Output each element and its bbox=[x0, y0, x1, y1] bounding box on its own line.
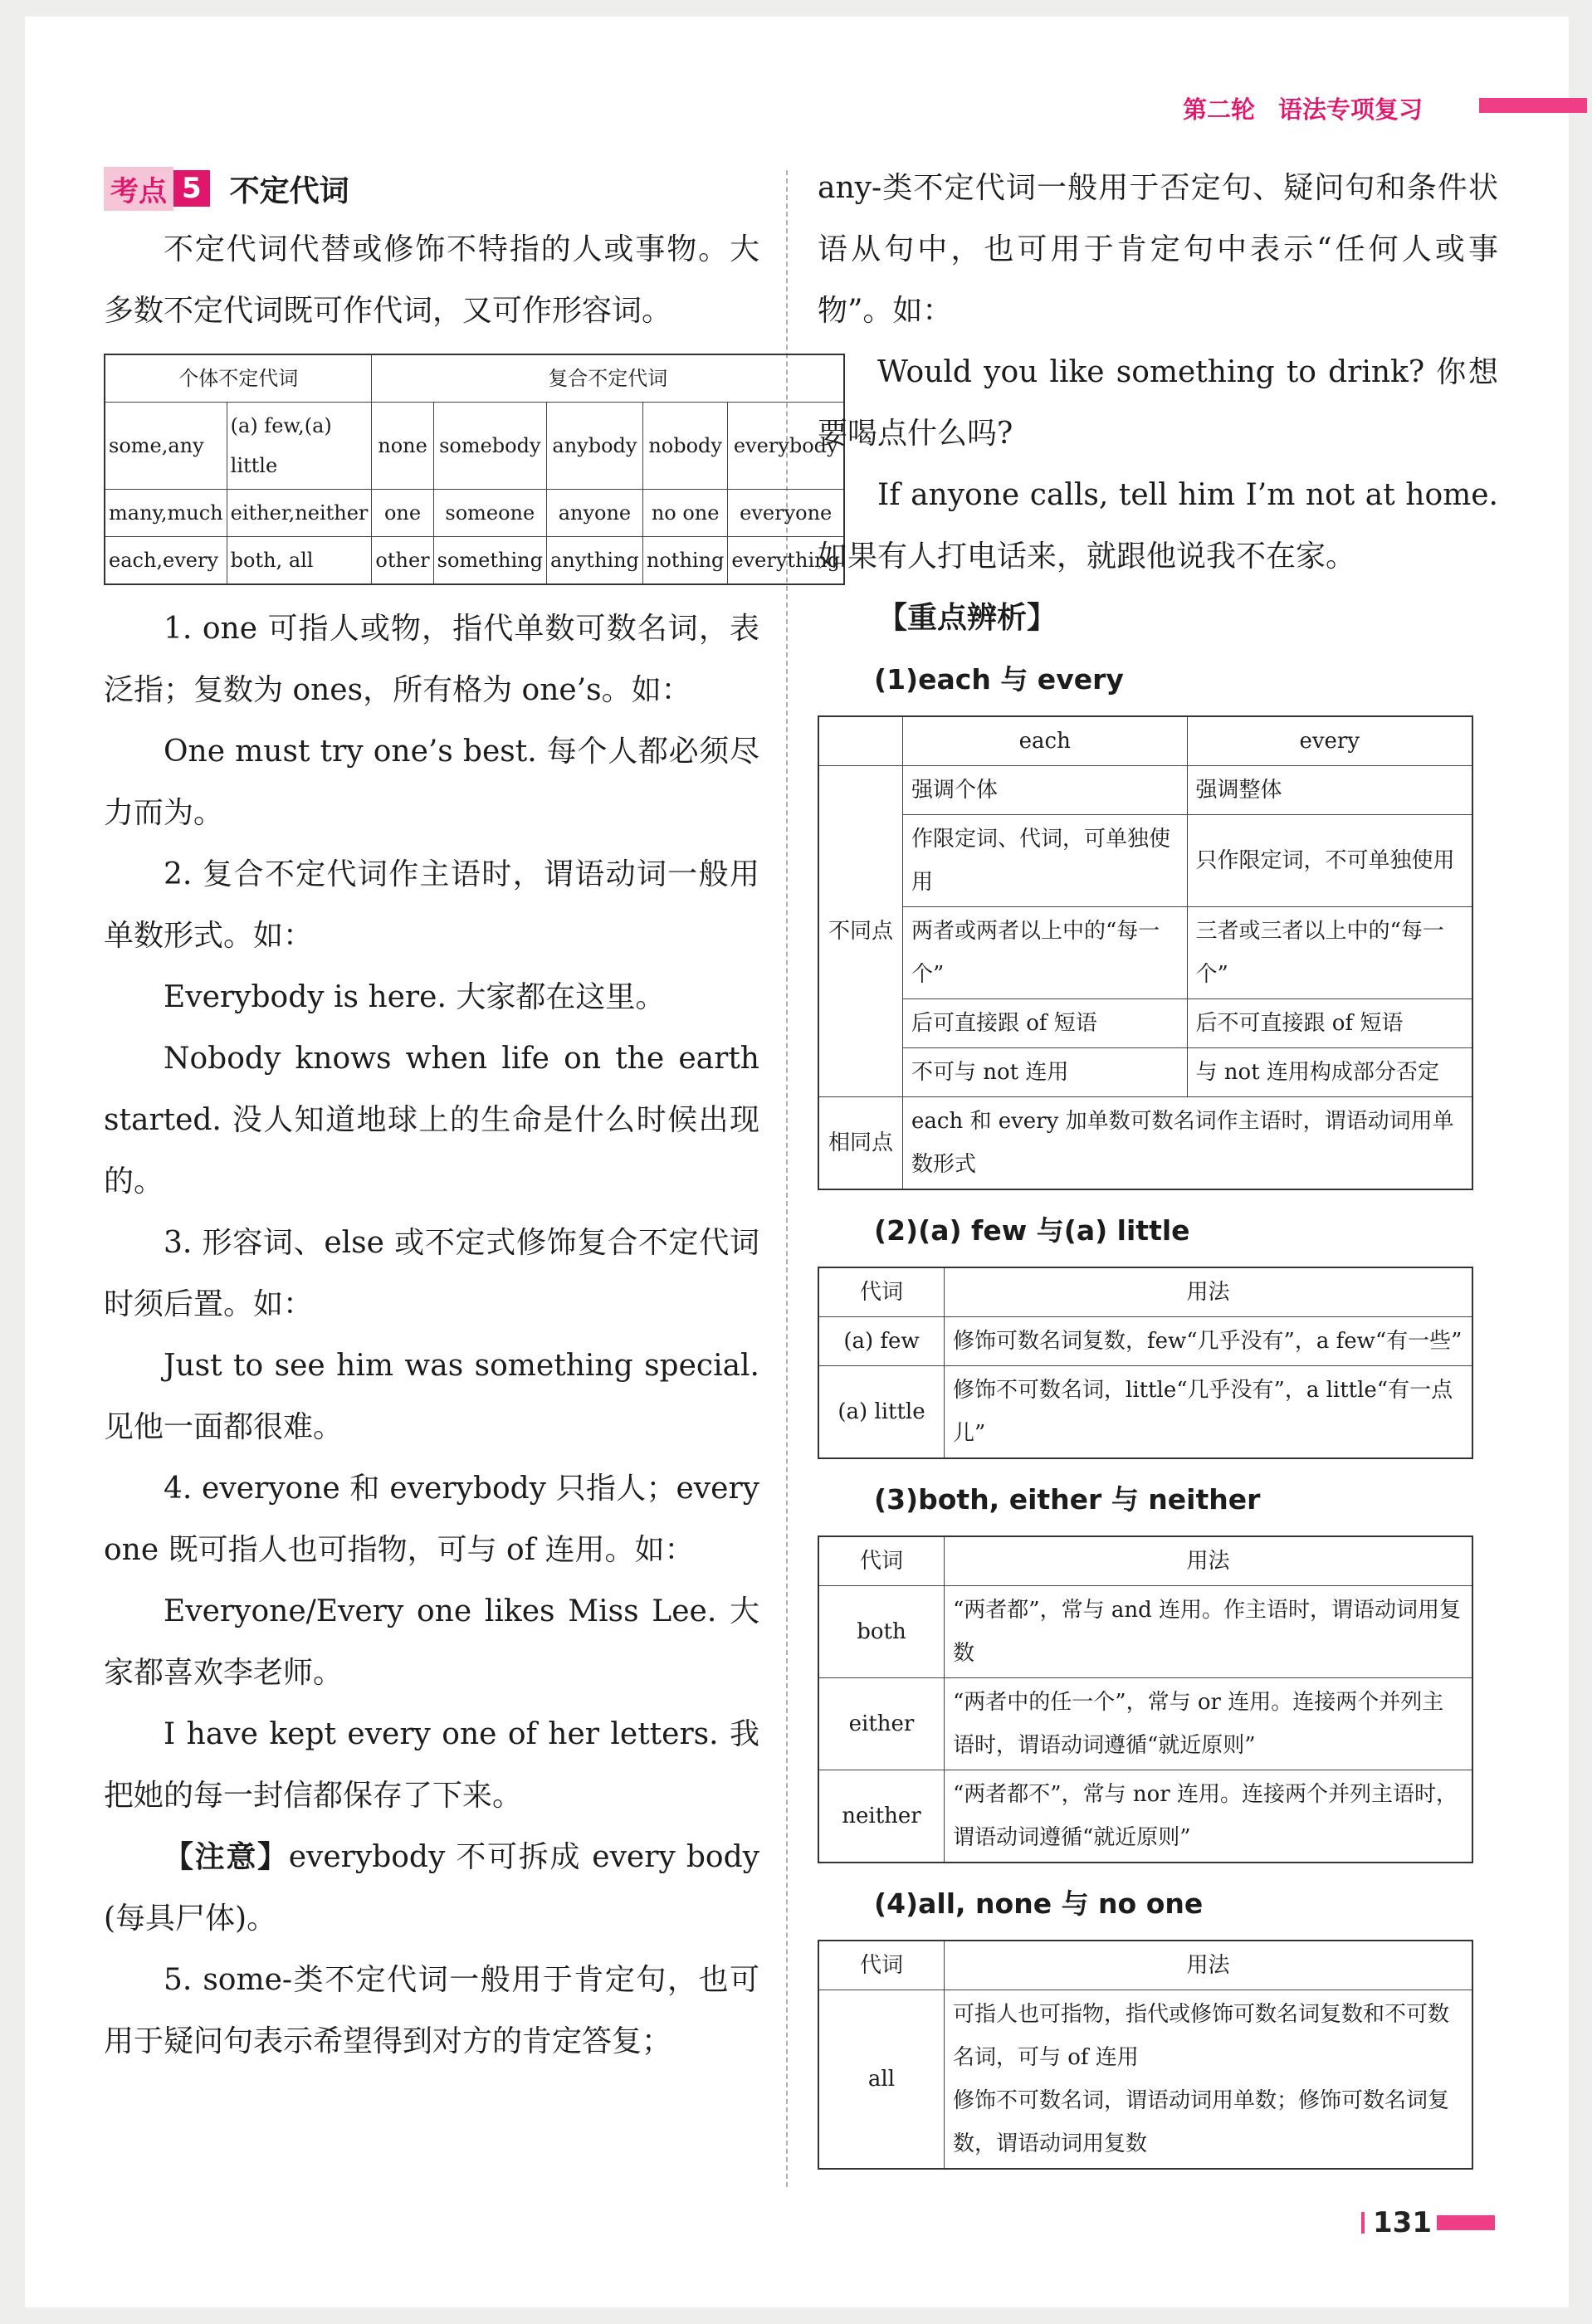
table-cell: nothing bbox=[642, 537, 728, 585]
example-1: One must try one’s best. 每个人都必须尽力而为。 bbox=[104, 735, 759, 830]
table-row bbox=[818, 766, 1472, 815]
page-number-box bbox=[1361, 2206, 1495, 2239]
left-column bbox=[104, 158, 840, 2073]
table-cell: many,much bbox=[105, 490, 227, 537]
table-row bbox=[818, 1048, 1472, 1097]
rule-2: 2. 复合不定代词作主语时，谓语动词一般用单数形式。如： bbox=[104, 857, 759, 953]
table-cell: some,any bbox=[105, 403, 227, 490]
table-cell: each 和 every 加单数可数名词作主语时，谓语动词用单数形式 bbox=[903, 1097, 1473, 1190]
table-cell: 三者或三者以上中的“每一个” bbox=[1187, 907, 1472, 999]
table-header: 代词 bbox=[818, 1941, 945, 1990]
table-row bbox=[818, 1990, 1472, 2170]
table-cell: something bbox=[433, 537, 546, 585]
table-cell: “两者都不”，常与 nor 连用。连接两个并列主语时，谓语动词遵循“就近原则” bbox=[945, 1770, 1473, 1863]
table-cell: (a) few,(a) little bbox=[227, 403, 372, 490]
table-cell: anyone bbox=[546, 490, 642, 537]
table-cell: 作限定词、代词，可单独使用 bbox=[903, 815, 1188, 907]
table-row bbox=[818, 999, 1472, 1048]
note-text: everybody 不可拆成 every body (每具尸体)。 bbox=[104, 1840, 759, 1936]
table-cell: 强调整体 bbox=[1187, 766, 1472, 815]
table-cell: 后可直接跟 of 短语 bbox=[903, 999, 1188, 1048]
table-cell: anybody bbox=[546, 403, 642, 490]
table-header: 复合不定代词 bbox=[372, 354, 844, 403]
table-cell: 与 not 连用构成部分否定 bbox=[1187, 1048, 1472, 1097]
subheading-all-none: (4)all, none 与 no one bbox=[874, 1887, 1204, 1920]
example-8: If anyone calls, tell him I’m not at home. 如果有人打电话来，就跟他说我不在家。 bbox=[818, 478, 1498, 574]
table-cell: everyone bbox=[728, 490, 844, 537]
example-5: Everyone/Every one likes Miss Lee. 大家都喜欢李老师。 bbox=[104, 1594, 759, 1690]
header-title: 语法专项复习 bbox=[1278, 95, 1424, 124]
few-little-table bbox=[818, 1267, 1473, 1459]
rule-3: 3. 形容词、else 或不定式修饰复合不定代词时须后置。如： bbox=[104, 1226, 759, 1321]
table-cell: either bbox=[818, 1678, 945, 1770]
example-7: Would you like something to drink? 你想要喝点什么吗? bbox=[818, 355, 1498, 451]
table-cell: somebody bbox=[433, 403, 546, 490]
section-number: 5 bbox=[173, 170, 210, 207]
note bbox=[104, 1827, 759, 1950]
section-heading bbox=[104, 158, 759, 219]
table-cell bbox=[945, 1990, 1473, 2170]
table-cell: each,every bbox=[105, 537, 227, 585]
table-cell: either,neither bbox=[227, 490, 372, 537]
section-intro: 不定代词代替或修饰不特指的人或事物。大多数不定代词既可作代词，又可作形容词。 bbox=[104, 232, 759, 328]
rule-4: 4. everyone 和 everybody 只指人；every one 既可指人也可指物，可与 of 连用。如： bbox=[104, 1472, 759, 1567]
all-none-table bbox=[818, 1940, 1473, 2170]
usage-line: 可指人也可指物，指代或修饰可数名词复数和不可数名词，可与 of 连用 bbox=[953, 2002, 1450, 2070]
rule-5-cont: any-类不定代词一般用于否定句、疑问句和条件状语从句中，也可用于肯定句中表示“任何人或事物”。如： bbox=[818, 171, 1498, 328]
diff-label: 不同点 bbox=[818, 766, 903, 1097]
table-row bbox=[818, 1586, 1472, 1678]
table-row bbox=[105, 403, 844, 490]
table-cell: neither bbox=[818, 1770, 945, 1863]
table-row bbox=[105, 490, 844, 537]
table-header: 个体不定代词 bbox=[105, 354, 372, 403]
table-header: 用法 bbox=[945, 1267, 1473, 1317]
table-row bbox=[818, 1097, 1472, 1190]
table-header: 代词 bbox=[818, 1267, 945, 1317]
right-column bbox=[818, 158, 1498, 2180]
note-label: 【注意】 bbox=[164, 1840, 289, 1874]
table-cell: everybody bbox=[728, 403, 844, 490]
table-cell: someone bbox=[433, 490, 546, 537]
table-cell: 两者或两者以上中的“每一个” bbox=[903, 907, 1188, 999]
example-6: I have kept every one of her letters. 我把她的每一封信都保存了下来。 bbox=[104, 1717, 759, 1813]
table-cell: other bbox=[372, 537, 433, 585]
page-number-bar bbox=[1437, 2215, 1495, 2230]
table-row bbox=[818, 815, 1472, 907]
table-cell: one bbox=[372, 490, 433, 537]
focus-heading: 【重点辨析】 bbox=[877, 601, 1057, 635]
example-3: Nobody knows when life on the earth started. 没人知道地球上的生命是什么时候出现的。 bbox=[104, 1042, 759, 1199]
table-row bbox=[818, 1770, 1472, 1863]
each-every-table bbox=[818, 715, 1473, 1190]
table-cell: anything bbox=[546, 537, 642, 585]
table-row bbox=[818, 907, 1472, 999]
rule-1: 1. one 可指人或物，指代单数可数名词，表泛指；复数为 ones，所有格为 one’s。如： bbox=[104, 612, 759, 707]
table-header: 用法 bbox=[945, 1941, 1473, 1990]
table-cell: none bbox=[372, 403, 433, 490]
running-header bbox=[1183, 91, 1423, 125]
usage-line: 修饰不可数名词，谓语动词用单数；修饰可数名词复数，谓语动词用复数 bbox=[953, 2088, 1450, 2156]
subheading-few-little: (2)(a) few 与(a) little bbox=[874, 1214, 1190, 1247]
table-cell: 不可与 not 连用 bbox=[903, 1048, 1188, 1097]
section-tag: 考点 bbox=[104, 167, 173, 211]
table-cell: 修饰不可数名词，little“几乎没有”，a little“有一点儿” bbox=[945, 1366, 1473, 1459]
example-2: Everybody is here. 大家都在这里。 bbox=[164, 980, 666, 1014]
textbook-page bbox=[25, 17, 1569, 2307]
table-header: 用法 bbox=[945, 1536, 1473, 1586]
both-either-table bbox=[818, 1536, 1473, 1863]
table-cell: (a) few bbox=[818, 1317, 945, 1366]
table-cell: 修饰可数名词复数，few“几乎没有”，a few“有一些” bbox=[945, 1317, 1473, 1366]
example-4: Just to see him was something special. 见他一面都很难。 bbox=[104, 1349, 759, 1444]
table-cell: both bbox=[818, 1586, 945, 1678]
same-label: 相同点 bbox=[818, 1097, 903, 1190]
table-header: every bbox=[1187, 716, 1472, 766]
table-row bbox=[105, 537, 844, 585]
table-row bbox=[818, 1366, 1472, 1459]
table-header: 代词 bbox=[818, 1536, 945, 1586]
page-number-tick bbox=[1361, 2212, 1365, 2234]
table-header: each bbox=[903, 716, 1188, 766]
header-bar bbox=[1479, 98, 1587, 113]
pronoun-table bbox=[104, 354, 845, 585]
table-row bbox=[818, 1678, 1472, 1770]
table-cell: all bbox=[818, 1990, 945, 2170]
rule-5: 5. some-类不定代词一般用于肯定句，也可用于疑问句表示希望得到对方的肯定答复； bbox=[104, 1963, 759, 2058]
subheading-each-every: (1)each 与 every bbox=[874, 663, 1124, 696]
header-part: 第二轮 bbox=[1183, 95, 1256, 124]
table-cell: everything bbox=[728, 537, 844, 585]
table-cell: 强调个体 bbox=[903, 766, 1188, 815]
table-cell: 只作限定词，不可单独使用 bbox=[1187, 815, 1472, 907]
table-cell: nobody bbox=[642, 403, 728, 490]
section-title: 不定代词 bbox=[229, 173, 349, 208]
table-cell: “两者中的任一个”，常与 or 连用。连接两个并列主语时，谓语动词遵循“就近原则” bbox=[945, 1678, 1473, 1770]
page-number: 131 bbox=[1373, 2206, 1432, 2239]
table-row bbox=[818, 1317, 1472, 1366]
subheading-both-either: (3)both, either 与 neither bbox=[874, 1483, 1261, 1516]
table-cell: (a) little bbox=[818, 1366, 945, 1459]
table-cell: no one bbox=[642, 490, 728, 537]
table-cell: “两者都”，常与 and 连用。作主语时，谓语动词用复数 bbox=[945, 1586, 1473, 1678]
table-cell: both, all bbox=[227, 537, 372, 585]
table-cell: 后不可直接跟 of 短语 bbox=[1187, 999, 1472, 1048]
